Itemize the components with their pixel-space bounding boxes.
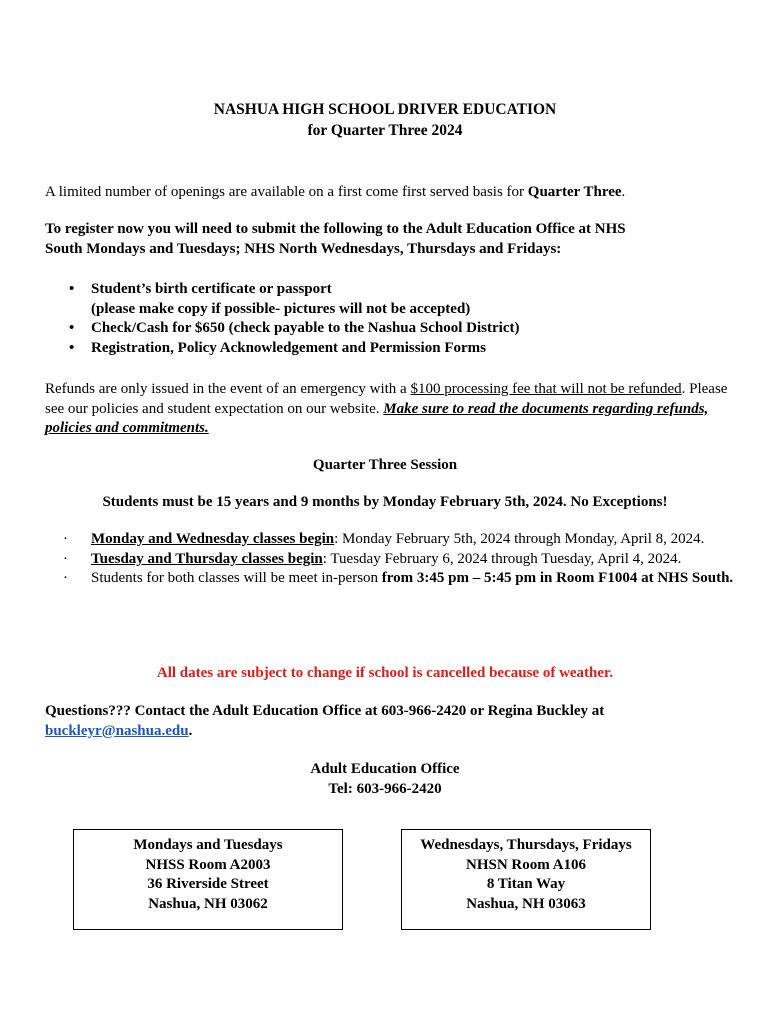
refund-text-1: Refunds are only issued in the event of an emergency with a — [45, 381, 411, 397]
class-item — [45, 550, 735, 570]
requirement-item — [45, 339, 735, 359]
office-info — [0, 760, 770, 799]
location-street: 36 Riverside Street — [147, 876, 269, 892]
location-days: Wednesdays, Thursdays, Fridays — [420, 837, 632, 853]
register-line-1: To register now you will need to submit the following to the Adult Education Office at NHS — [45, 221, 626, 237]
page-title — [0, 99, 770, 141]
requirement-item — [45, 280, 735, 319]
age-requirement: Students must be 15 years and 9 months by Monday February 5th, 2024. No Exceptions! — [102, 494, 668, 510]
intro-text: A limited number of openings are available on a first come first served basis for — [45, 184, 528, 200]
class-item — [45, 530, 735, 550]
inperson-text: Students for both classes will be meet in-person — [91, 570, 382, 586]
requirement-payment: • Check/Cash for $650 (check payable to the Nashua School District) — [91, 320, 520, 336]
location-room: NHSS Room A2003 — [145, 856, 271, 873]
class-item — [45, 569, 735, 589]
class-mw-detail: : Monday February 5th, 2024 through Monday, April 8, 2024. — [334, 531, 705, 547]
location-box-south — [73, 829, 343, 930]
location-days: Mondays and Tuesdays — [133, 837, 283, 853]
class-mw-label: Monday and Wednesday classes begin — [91, 531, 335, 547]
class-schedule-list — [45, 530, 735, 589]
questions-text: Questions??? Contact the Adult Education Office at 603-966-2420 or Regina Buckley at — [45, 703, 605, 719]
title-line-2: for Quarter Three 2024 — [307, 122, 463, 139]
refund-fee: $100 processing fee that will not be refunded — [410, 381, 682, 397]
office-tel: Tel: 603-966-2420 — [328, 780, 442, 797]
requirement-item — [45, 319, 735, 339]
intro-quarter: Quarter Three — [527, 184, 622, 200]
requirement-copy-note: (please make copy if possible- pictures will not be accepted) — [91, 300, 471, 317]
register-line-2: South Mondays and Tuesdays; NHS North Wednesdays, Thursdays and Fridays: — [45, 240, 562, 257]
email-link[interactable]: buckleyr@nashua.edu — [45, 722, 189, 739]
questions-end: . — [188, 722, 193, 739]
inperson-time-room: from 3:45 pm – 5:45 pm in Room F1004 at NHS South. — [381, 570, 734, 586]
intro-paragraph — [45, 183, 735, 203]
location-box-north — [401, 829, 651, 930]
title-line-1: NASHUA HIGH SCHOOL DRIVER EDUCATION — [213, 101, 557, 118]
weather-notice: All dates are subject to change if school is cancelled because of weather. — [156, 665, 614, 681]
office-name: Adult Education Office — [310, 761, 460, 777]
requirement-birth-certificate: • Student’s birth certificate or passport — [91, 281, 332, 297]
register-instructions — [45, 220, 735, 259]
location-street: 8 Titan Way — [486, 876, 566, 892]
class-tt-label: Tuesday and Thursday classes begin — [91, 550, 323, 567]
session-heading: Quarter Three Session — [312, 457, 458, 473]
refund-policy — [45, 380, 735, 439]
location-room: NHSN Room A106 — [465, 856, 586, 873]
location-city: Nashua, NH 03063 — [466, 895, 586, 912]
requirement-forms: • Registration, Policy Acknowledgement and Permission Forms — [91, 339, 486, 356]
refund-emphasis: Make sure to read the documents regarding refunds, policies and commitments. — [45, 400, 709, 436]
class-tt-detail: : Tuesday February 6, 2024 through Tuesday, April 4, 2024. — [322, 550, 682, 567]
location-city: Nashua, NH 03062 — [148, 895, 268, 912]
refund-text-2: . Please see our policies and student expectation on our website. — [45, 381, 728, 417]
questions-contact — [45, 702, 735, 741]
requirements-list — [45, 280, 735, 358]
intro-end: . — [621, 184, 626, 200]
